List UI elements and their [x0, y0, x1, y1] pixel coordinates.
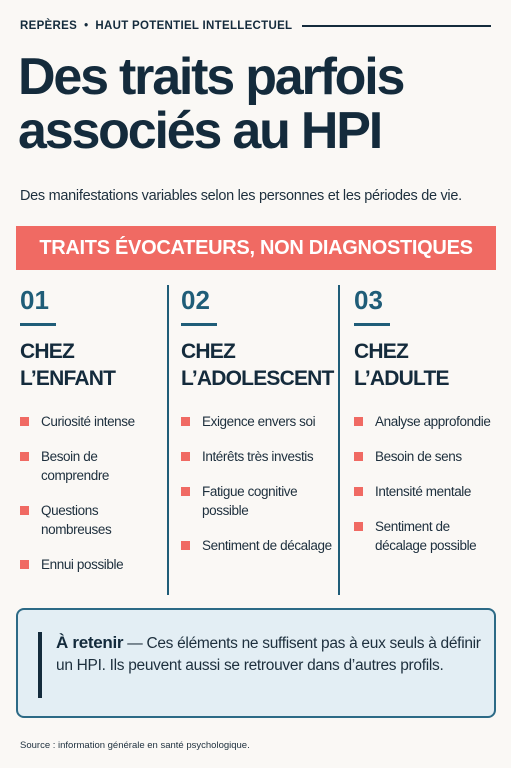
key-takeaway-box	[16, 608, 496, 718]
list-item	[354, 447, 504, 466]
bullet-icon	[354, 522, 363, 531]
bullet-icon	[354, 452, 363, 461]
column-divider	[167, 285, 169, 595]
trait-list	[354, 412, 504, 555]
item-text: Curiosité intense	[41, 414, 135, 429]
list-item	[354, 412, 504, 431]
column-divider	[338, 285, 340, 595]
item-text: Sentiment de décalage	[202, 538, 332, 553]
column-title-line-2: L’ADOLESCENT	[181, 367, 334, 390]
item-text: Questions nombreuses	[41, 503, 112, 537]
title-line-1: Des traits parfois	[18, 48, 404, 106]
number-underline	[354, 323, 390, 326]
column-title	[20, 338, 166, 392]
item-text: Sentiment de décalage possible	[375, 519, 477, 553]
item-text: Ennui possible	[41, 557, 124, 572]
column-number: 03	[354, 285, 383, 315]
list-item	[181, 447, 337, 466]
item-text: Analyse approfondie	[375, 414, 491, 429]
takeaway-text	[56, 632, 481, 677]
item-text: Besoin de comprendre	[41, 449, 110, 483]
bullet-icon	[20, 506, 29, 515]
item-text: Intérêts très investis	[202, 449, 314, 464]
bullet-icon	[181, 417, 190, 426]
kicker-rule	[302, 25, 491, 27]
column-title-line-1: CHEZ	[354, 340, 408, 363]
column-title	[354, 338, 504, 392]
item-text: Fatigue cognitive possible	[202, 484, 298, 518]
column-number: 02	[181, 285, 210, 315]
item-text: Besoin de sens	[375, 449, 462, 464]
list-item	[181, 482, 337, 520]
accent-bar	[38, 632, 42, 698]
bullet-icon	[354, 487, 363, 496]
bullet-icon	[354, 417, 363, 426]
bullet-icon	[181, 487, 190, 496]
page-title	[18, 50, 498, 158]
kicker-section: REPÈRES	[20, 20, 78, 32]
bullet-icon	[181, 452, 190, 461]
banner: TRAITS ÉVOCATEURS, NON DIAGNOSTIQUES	[16, 226, 496, 270]
list-item	[354, 517, 504, 555]
title-line-2: associés au HPI	[18, 102, 381, 160]
trait-list	[181, 412, 337, 555]
item-text: Intensité mentale	[375, 484, 472, 499]
bullet-icon	[181, 541, 190, 550]
kicker-separator: •	[84, 20, 89, 32]
list-item	[20, 447, 166, 485]
number-underline	[20, 323, 56, 326]
bullet-icon	[20, 560, 29, 569]
list-item	[20, 555, 166, 574]
takeaway-lead: À retenir	[56, 633, 124, 652]
list-item	[354, 482, 504, 501]
column-title-line-1: CHEZ	[181, 340, 235, 363]
takeaway-dash: —	[123, 635, 147, 652]
list-item	[20, 501, 166, 539]
column-adolescent	[181, 285, 337, 597]
column-title	[181, 338, 337, 392]
item-text: Exigence envers soi	[202, 414, 316, 429]
kicker-topic: HAUT POTENTIEL INTELLECTUEL	[95, 20, 293, 32]
bullet-icon	[20, 452, 29, 461]
column-title-line-1: CHEZ	[20, 340, 74, 363]
kicker	[20, 20, 491, 32]
list-item	[181, 412, 337, 431]
subtitle: Des manifestations variables selon les personnes et les périodes de vie.	[20, 188, 462, 204]
trait-list	[20, 412, 166, 574]
takeaway-body: Ces éléments ne suffisent pas à eux seuls à définir un HPI. Ils peuvent aussi se retrouver dans d’autres profils.	[56, 635, 481, 674]
column-number: 01	[20, 285, 49, 315]
bullet-icon	[20, 417, 29, 426]
source-note: Source : information générale en santé psychologique.	[20, 740, 250, 751]
column-title-line-2: L’ADULTE	[354, 367, 449, 390]
column-title-line-2: L’ENFANT	[20, 367, 116, 390]
list-item	[20, 412, 166, 431]
list-item	[181, 536, 337, 555]
number-underline	[181, 323, 217, 326]
column-adulte	[354, 285, 504, 597]
column-enfant	[20, 285, 166, 597]
